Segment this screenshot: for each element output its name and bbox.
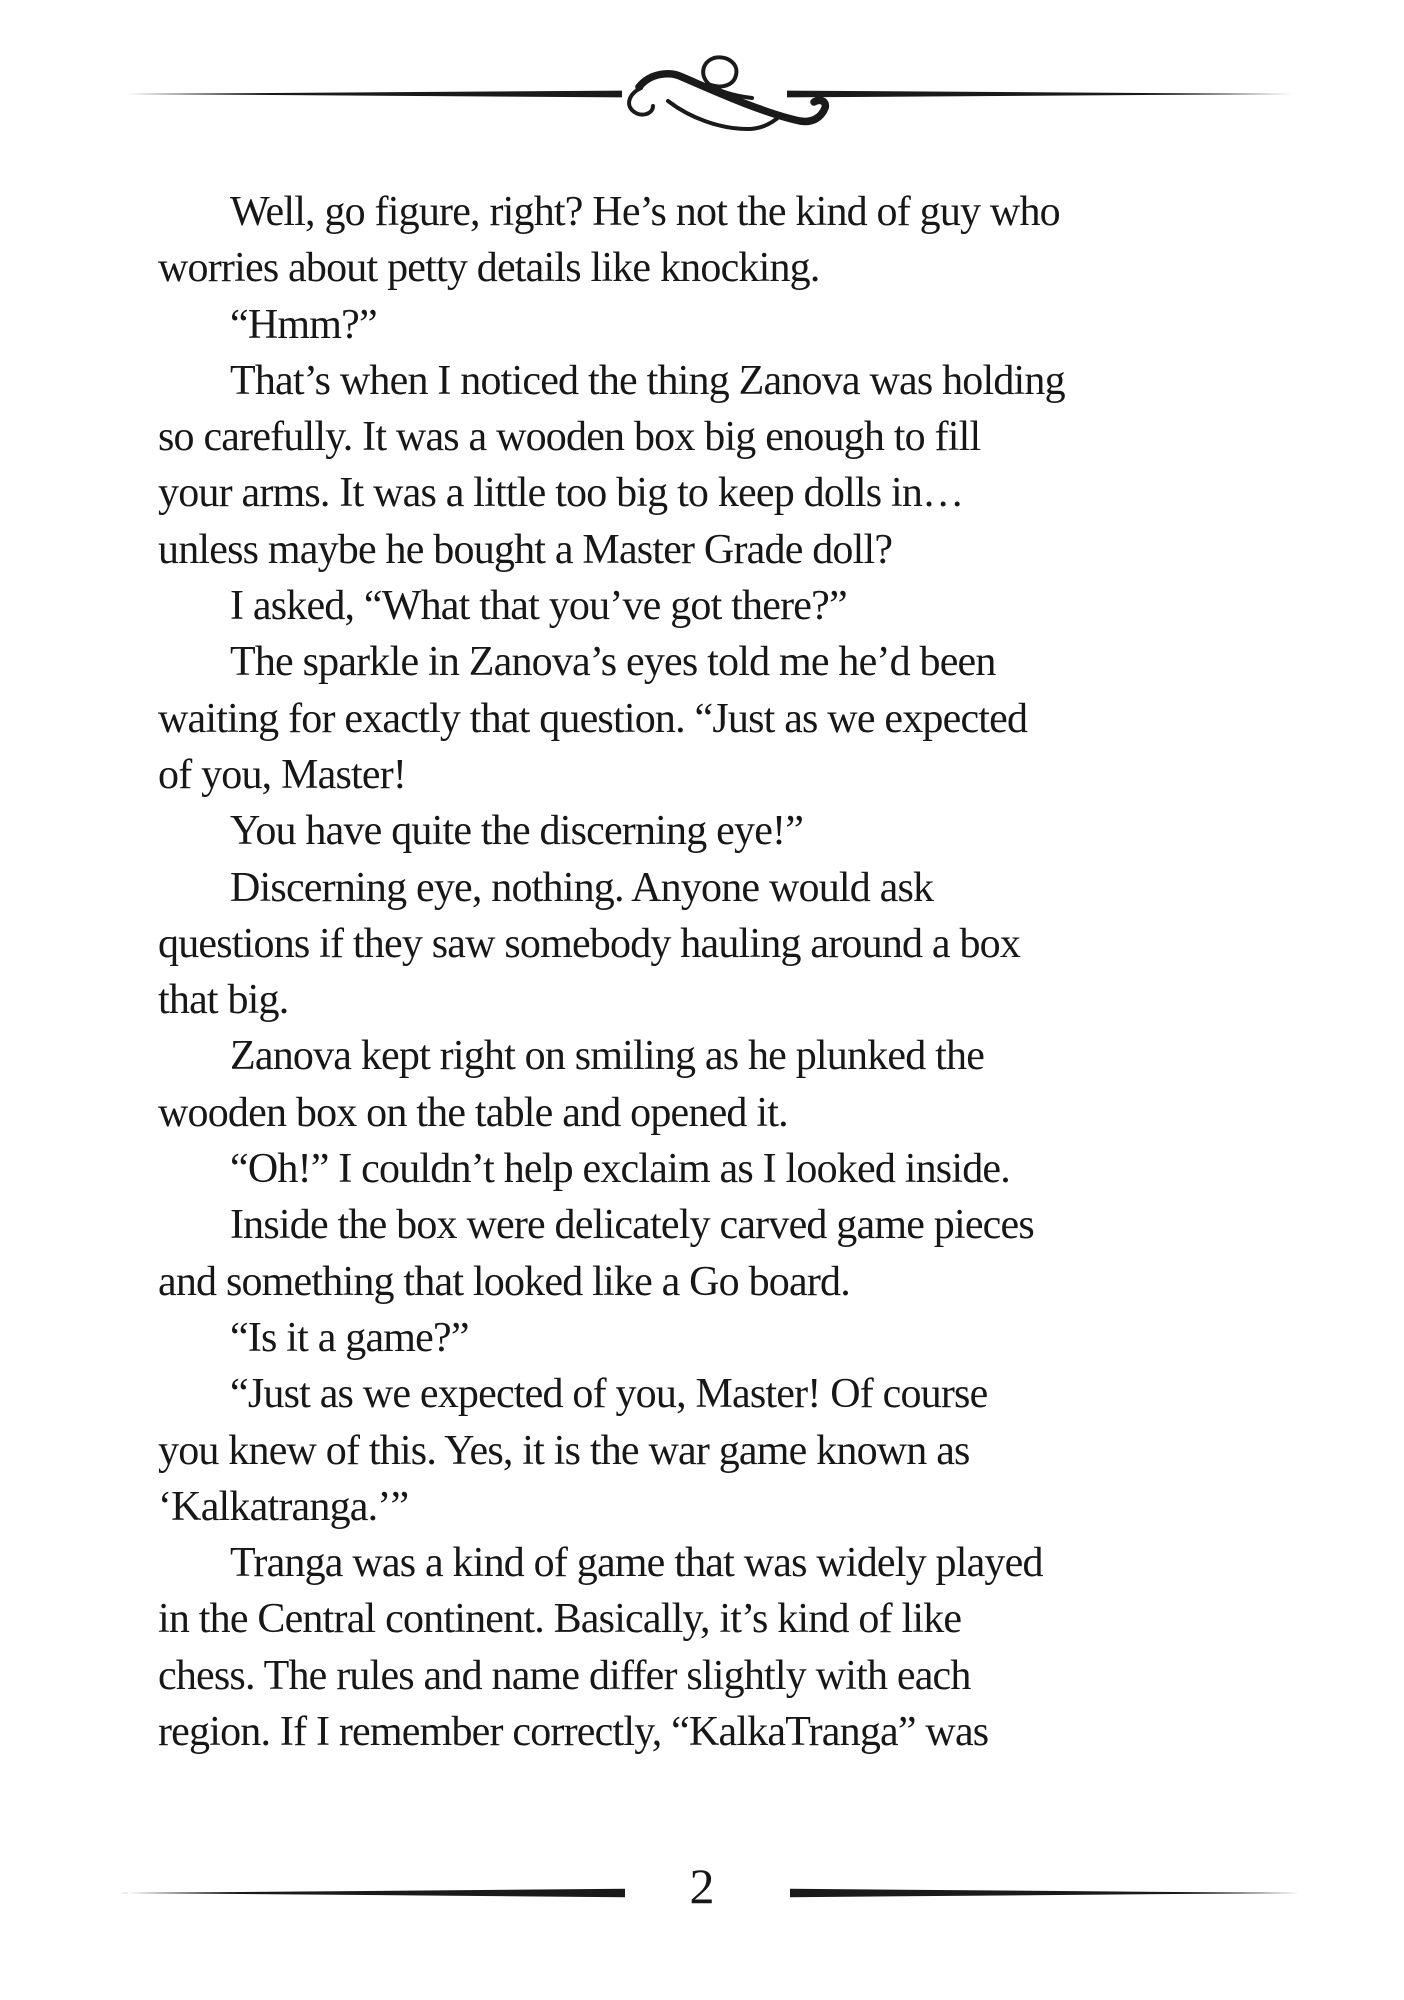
text-line: unless maybe he bought a Master Grade doll?: [158, 526, 893, 573]
text-line: so carefully. It was a wooden box big enough to fill: [158, 414, 981, 461]
text-line: “Oh!” I couldn’t help exclaim as I looked inside.: [230, 1146, 1010, 1193]
text-line: You have quite the discerning eye!”: [230, 808, 804, 855]
text-line: wooden box on the table and opened it.: [158, 1089, 788, 1136]
text-line: “Hmm?”: [230, 301, 377, 348]
text-line: Inside the box were delicately carved game pieces: [230, 1202, 1034, 1249]
text-line: That’s when I noticed the thing Zanova was holding: [230, 357, 1065, 404]
text-line: “Just as we expected of you, Master! Of course: [230, 1371, 988, 1418]
text-line: of you, Master!: [158, 751, 407, 798]
text-line: The sparkle in Zanova’s eyes told me he’d been: [230, 639, 996, 686]
text-line: Well, go figure, right? He’s not the kind of guy who: [230, 189, 1060, 235]
text-line: that big.: [158, 977, 289, 1024]
text-line: you knew of this. Yes, it is the war game known as: [158, 1427, 970, 1474]
text-line: Discerning eye, nothing. Anyone would ask: [230, 864, 934, 911]
text-line: region. If I remember correctly, “KalkaTranga” was: [158, 1709, 989, 1756]
header-rule-right: [787, 91, 1293, 98]
body-text: [158, 184, 1338, 1760]
header-divider: [0, 0, 1404, 170]
text-line: in the Central continent. Basically, it’s kind of like: [158, 1596, 962, 1643]
text-line: worries about petty details like knocking.: [158, 245, 820, 292]
header-rule-left: [121, 91, 622, 98]
text-line: waiting for exactly that question. “Just as we expected: [158, 695, 1028, 742]
text-line: I asked, “What that you’ve got there?”: [230, 583, 847, 630]
text-line: questions if they saw somebody hauling around a box: [158, 920, 1021, 967]
page-number: 2: [689, 1858, 715, 1914]
text-line: “Is it a game?”: [230, 1314, 469, 1361]
text-line: Zanova kept right on smiling as he plunked the: [230, 1033, 985, 1080]
text-line: your arms. It was a little too big to keep dolls in…: [158, 470, 964, 517]
text-line: chess. The rules and name differ slightly with each: [158, 1652, 971, 1699]
text-line: Tranga was a kind of game that was widely played: [230, 1540, 1043, 1587]
text-line: ‘Kalkatranga.’”: [158, 1483, 409, 1530]
text-line: and something that looked like a Go board.: [158, 1258, 850, 1305]
